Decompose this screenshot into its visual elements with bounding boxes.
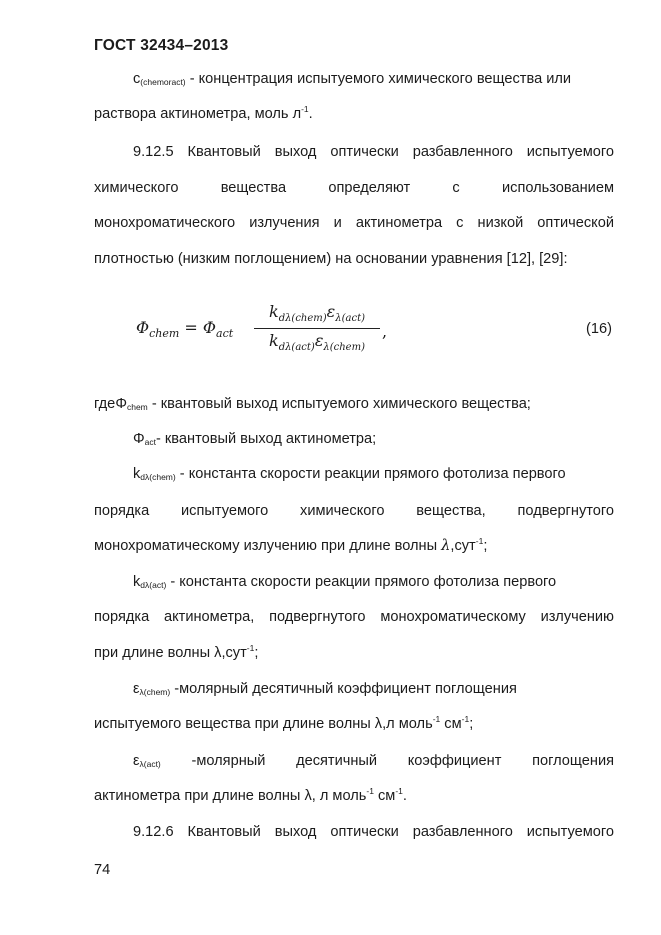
definition-k-act-line-3 — [94, 644, 614, 662]
symbol-c: c — [133, 71, 141, 87]
definition-eps-act-line-2 — [94, 787, 614, 805]
document-header: ГОСТ 32434–2013 — [94, 37, 229, 54]
k-symbol: k — [133, 574, 141, 590]
definition-text: - квантовый выход актинометра; — [156, 431, 377, 447]
unit-superscript: -1 — [475, 536, 484, 546]
definition-text: при длине волны λ,сут — [94, 645, 247, 661]
definition-phi-act — [133, 430, 614, 448]
definition-c-text-2: раствора актинометра, моль л — [94, 106, 302, 122]
phi-symbol: Φ — [133, 431, 145, 447]
definition-eps-chem-line-1 — [133, 680, 614, 698]
definition-phi-chem — [94, 395, 614, 413]
epsilon-subscript: λ(chem) — [139, 687, 171, 697]
equation-number: (16) — [586, 321, 612, 337]
paragraph-9-12-5-line-2: химического вещества определяют с использованием — [94, 180, 614, 196]
k-symbol: k — [268, 331, 279, 350]
phi-subscript-chem: chem — [149, 327, 180, 340]
where-word: где — [94, 396, 116, 412]
unit-text: см — [440, 716, 462, 732]
definition-eps-act-line-1 — [133, 752, 614, 770]
page-number: 74 — [94, 862, 111, 878]
unit-text: см — [373, 788, 396, 804]
phi-symbol: Φ — [115, 396, 127, 412]
phi-subscript: chem — [126, 402, 148, 412]
k-subscript: dλ(chem) — [140, 472, 176, 482]
punctuation: ; — [469, 716, 474, 732]
definition-k-chem-line-1 — [133, 465, 614, 483]
punctuation: ; — [483, 538, 488, 554]
unit-superscript: -1 — [246, 643, 255, 653]
epsilon-symbol: ε — [314, 331, 324, 350]
epsilon-symbol: ε — [326, 302, 336, 321]
unit-superscript: -1 — [366, 786, 374, 796]
fraction-numerator — [254, 302, 380, 324]
definition-k-act-line-2: порядка актинометра, подвергнутого монохроматическому излучению — [94, 609, 614, 625]
k-subscript: dλ(chem) — [278, 313, 327, 324]
definition-k-act-line-1 — [133, 573, 614, 591]
punctuation: ; — [254, 645, 259, 661]
epsilon-subscript: λ(act) — [335, 313, 365, 324]
phi-subscript: act — [144, 437, 156, 447]
unit-text: ,сут — [450, 538, 476, 554]
symbol-c-subscript: (chemoract) — [140, 77, 186, 87]
unit-superscript: -1 — [301, 104, 309, 114]
definition-text: монохроматическому излучению при длине волны — [94, 538, 442, 554]
epsilon-symbol: ε — [133, 681, 140, 697]
definition-k-chem-line-3 — [94, 537, 614, 555]
unit-superscript: -1 — [461, 714, 470, 724]
punctuation: . — [308, 106, 313, 122]
equation-16 — [136, 300, 396, 360]
epsilon-subscript: λ(act) — [139, 759, 161, 769]
equation-lhs — [136, 318, 234, 340]
phi-subscript-act: act — [216, 327, 234, 340]
definition-k-chem-line-2: порядка испытуемого химического вещества, подвергнутого — [94, 503, 614, 519]
unit-superscript: -1 — [395, 786, 403, 796]
paragraph-9-12-5-line-1: 9.12.5 Квантовый выход оптически разбавленного испытуемого — [133, 144, 614, 160]
definition-text: испытуемого вещества при длине волны λ,л моль — [94, 716, 433, 732]
definition-eps-chem-line-2 — [94, 715, 614, 733]
k-symbol: k — [133, 466, 141, 482]
definition-text: - квантовый выход испытуемого химического вещества; — [147, 396, 531, 412]
fraction-bar — [254, 328, 380, 329]
equation-fraction — [254, 300, 380, 358]
definition-text: -молярный десятичный коэффициент поглощения — [160, 753, 614, 769]
fraction-denominator — [254, 331, 380, 353]
epsilon-symbol: ε — [133, 753, 140, 769]
k-subscript: dλ(act) — [140, 580, 167, 590]
definition-c-line-2 — [94, 105, 614, 123]
paragraph-9-12-5-line-3: монохроматического излучения и актинометра с низкой оптической — [94, 215, 614, 231]
paragraph-9-12-5-line-4: плотностью (низким поглощением) на основании уравнения [12], [29]: — [94, 251, 568, 267]
k-subscript: dλ(act) — [278, 342, 315, 353]
definition-text: - константа скорости реакции прямого фотолиза первого — [175, 466, 566, 482]
unit-superscript: -1 — [432, 714, 441, 724]
phi-symbol: Φ — [136, 318, 150, 337]
k-symbol: k — [268, 302, 279, 321]
definition-c-text: - концентрация испытуемого химического вещества или — [185, 71, 572, 87]
paragraph-9-12-6-line-1: 9.12.6 Квантовый выход оптически разбавленного испытуемого — [133, 824, 614, 840]
definition-text: -молярный десятичный коэффициент поглощения — [170, 681, 517, 697]
definition-c-line-1 — [133, 70, 614, 88]
epsilon-subscript: λ(chem) — [323, 342, 365, 353]
definition-text: - константа скорости реакции прямого фотолиза первого — [166, 574, 557, 590]
definition-text: актинометра при длине волны λ, л моль — [94, 788, 367, 804]
equation-comma: , — [382, 322, 388, 341]
punctuation: . — [402, 788, 407, 804]
equals-phi: = Φ — [179, 318, 217, 337]
lambda-symbol: λ — [441, 537, 451, 554]
